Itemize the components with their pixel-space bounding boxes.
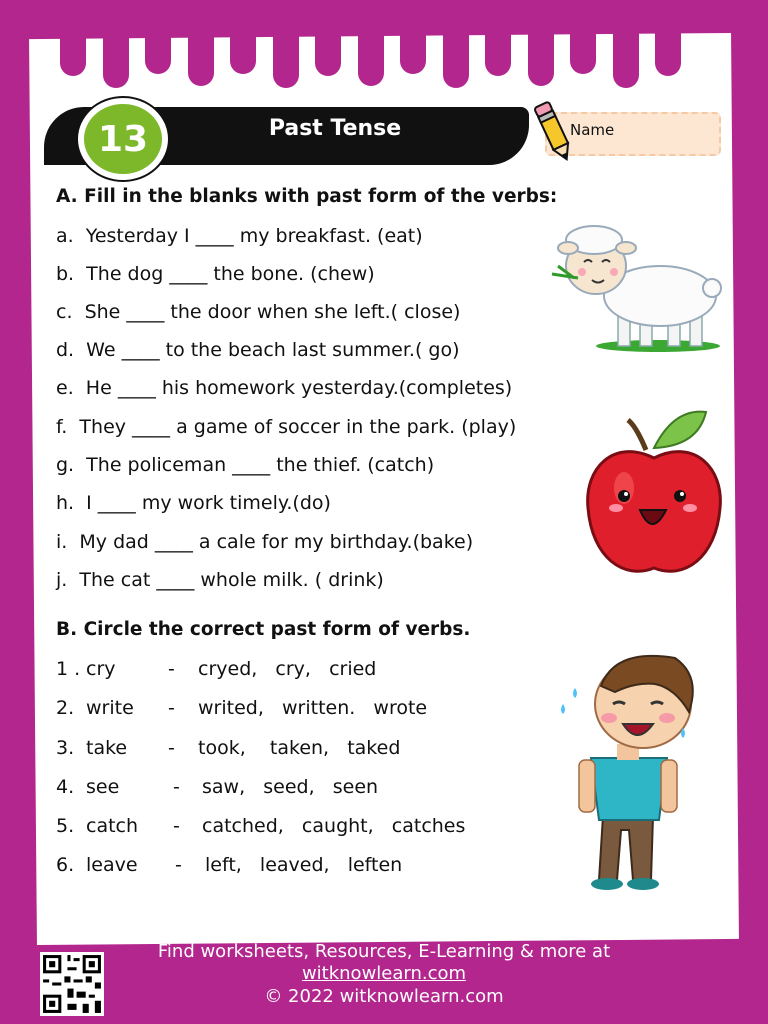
list-item: g. The policeman ____ the thief. (catch) — [56, 454, 435, 476]
item-options: cryed, cry, cried — [198, 658, 377, 680]
sheep-illustration — [548, 218, 724, 358]
item-number: 4. — [56, 776, 75, 798]
worksheet-number-badge: 13 — [78, 98, 168, 180]
list-item: i. My dad ____ a cale for my birthday.(bake) — [56, 531, 474, 553]
section-b-heading: B. Circle the correct past form of verbs. — [56, 619, 471, 640]
list-item: b. The dog ____ the bone. (chew) — [56, 263, 375, 285]
item-verb: leave — [86, 854, 138, 876]
name-label: Name — [570, 121, 615, 139]
item-dash: - — [168, 658, 175, 680]
item-number: 6. — [56, 854, 75, 876]
item-options: catched, caught, catches — [202, 815, 466, 837]
crying-boy-illustration — [555, 648, 705, 896]
item-dash: - — [175, 854, 182, 876]
list-item: h. I ____ my work timely.(do) — [56, 492, 331, 514]
footer-copyright: © 2022 witknowlearn.com — [264, 986, 504, 1007]
item-number: 5. — [56, 815, 75, 837]
item-verb: see — [86, 776, 120, 798]
item-dash: - — [168, 697, 175, 719]
item-number: 3. — [56, 737, 75, 759]
apple-illustration — [584, 408, 724, 584]
item-number: 1 . — [56, 658, 81, 680]
pencil-icon — [534, 100, 574, 164]
item-dash: - — [173, 776, 180, 798]
list-item: j. The cat ____ whole milk. ( drink) — [56, 569, 384, 591]
item-options: took, taken, taked — [198, 737, 401, 759]
list-item: c. She ____ the door when she left.( close) — [56, 301, 461, 323]
item-verb: write — [86, 697, 134, 719]
footer-text: Find worksheets, Resources, E-Learning & more at — [157, 941, 611, 962]
item-options: left, leaved, leften — [205, 854, 403, 876]
list-item: d. We ____ to the beach last summer.( go) — [56, 339, 460, 361]
qr-code[interactable] — [40, 952, 104, 1016]
page-title: Past Tense — [268, 116, 402, 141]
item-options: saw, seed, seen — [202, 776, 379, 798]
item-dash: - — [168, 737, 175, 759]
list-item: f. They ____ a game of soccer in the park. (play) — [56, 416, 517, 438]
item-dash: - — [173, 815, 180, 837]
footer-link[interactable]: witknowlearn.com — [301, 963, 467, 984]
list-item: e. He ____ his homework yesterday.(completes) — [56, 377, 513, 399]
item-verb: catch — [86, 815, 139, 837]
list-item: a. Yesterday I ____ my breakfast. (eat) — [56, 225, 423, 247]
item-verb: take — [86, 737, 128, 759]
section-a-heading: A. Fill in the blanks with past form of the verbs: — [56, 186, 558, 207]
item-number: 2. — [56, 697, 75, 719]
item-options: writed, written. wrote — [198, 697, 428, 719]
item-verb: cry — [86, 658, 116, 680]
